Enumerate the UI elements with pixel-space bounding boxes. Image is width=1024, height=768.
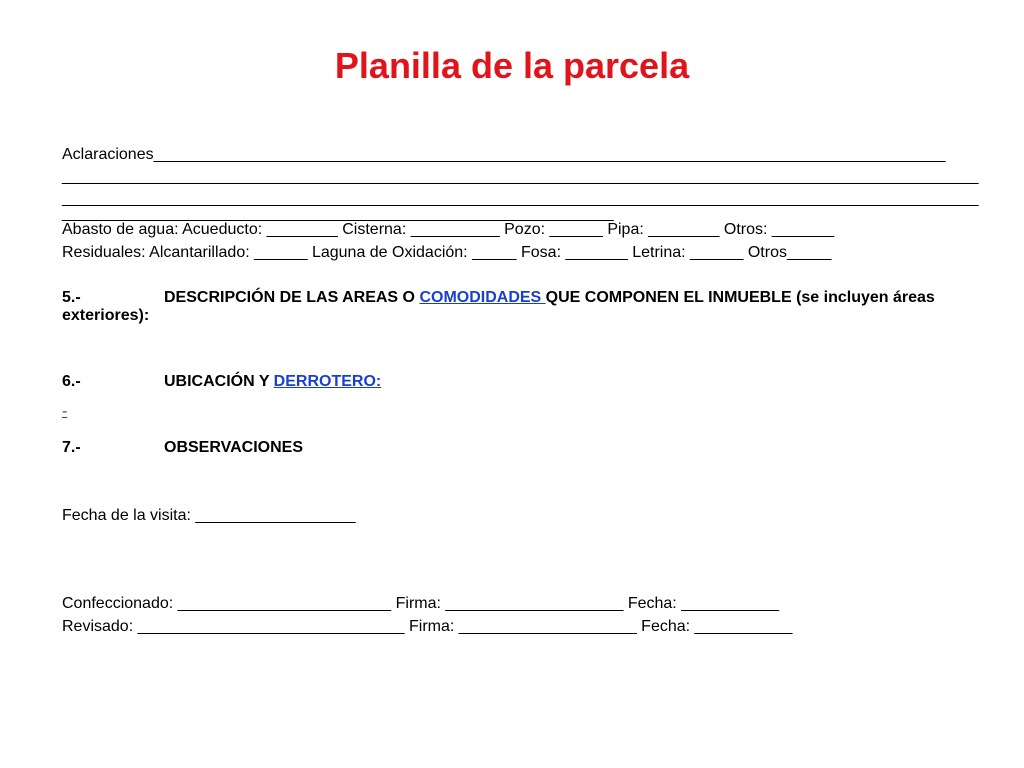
page-title: Planilla de la parcela (334, 45, 690, 86)
aclaraciones-line-4: ______________________________________________________________ (62, 205, 614, 222)
section-6-text-before: UBICACIÓN Y (164, 373, 274, 390)
section-7-number: 7.- (62, 439, 81, 456)
revisado-line: Revisado: ______________________________ Firma: ____________________ Fecha: ___________ (62, 618, 793, 635)
confeccionado-line: Confeccionado: ________________________ Firma: ____________________ Fecha: ___________ (62, 595, 780, 612)
section-7-text: OBSERVACIONES (164, 439, 303, 456)
aclaraciones-line-2: _______________________________________________________________________________________________________ (62, 168, 979, 185)
section-6-heading (62, 371, 381, 393)
fecha-visita-line: Fecha de la visita: __________________ (62, 507, 356, 524)
aclaraciones-line-1: Aclaraciones_________________________________________________________________________________________ (62, 146, 946, 163)
residuales-line: Residuales: Alcantarillado: ______ Laguna de Oxidación: _____ Fosa: _______ Letrina: ______ Otros_____ (62, 244, 832, 261)
section-7-heading (62, 437, 303, 459)
abasto-agua-line: Abasto de agua: Acueducto: ________ Cisterna: __________ Pozo: ______ Pipa: ________ Otros: _______ (62, 221, 835, 238)
section-5-heading (62, 287, 935, 309)
section-5-text-after: QUE COMPONEN EL INMUEBLE (se incluyen áreas (545, 289, 935, 306)
comodidades-link[interactable]: COMODIDADES (419, 289, 546, 306)
dash-link[interactable]: - (62, 403, 68, 420)
section-6-number: 6.- (62, 373, 81, 390)
section-5-number: 5.- (62, 289, 81, 306)
section-5-text-before: DESCRIPCIÓN DE LAS AREAS O (164, 289, 420, 306)
section-5-continuation: exteriores): (62, 307, 150, 324)
aclaraciones-line-3: _______________________________________________________________________________________________________ (62, 190, 979, 207)
derrotero-link[interactable]: DERROTERO: (273, 373, 382, 390)
